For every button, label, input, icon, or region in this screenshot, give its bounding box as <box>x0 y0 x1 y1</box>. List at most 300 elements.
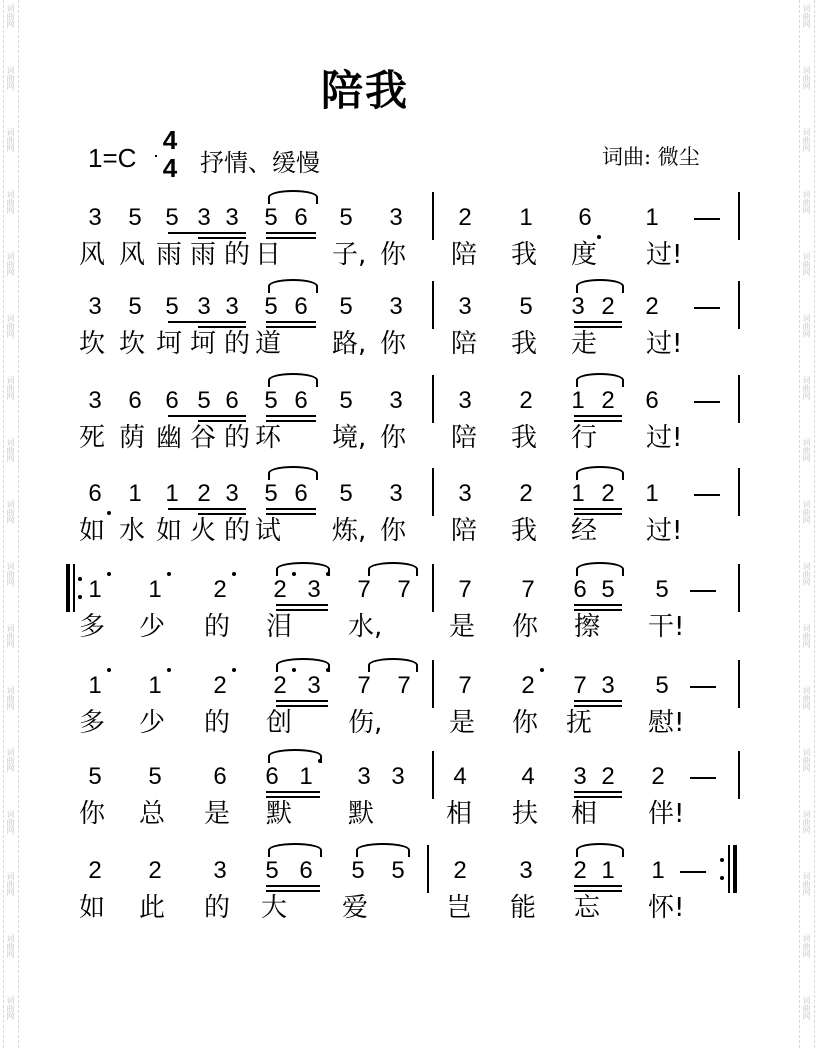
lyric: 是 <box>204 799 231 829</box>
note: 2 <box>197 480 211 507</box>
barline <box>432 468 434 516</box>
underline <box>574 508 622 510</box>
slur <box>368 562 418 576</box>
note: 6 <box>225 387 239 414</box>
note: 3 <box>458 387 472 414</box>
repeat-dot <box>78 595 82 599</box>
underline <box>198 326 246 328</box>
lyric: 火 <box>190 516 217 546</box>
lyric: 忘 <box>574 893 601 923</box>
note: 7 <box>357 672 371 699</box>
watermark-text: 词曲网 <box>6 934 15 958</box>
note: 7 <box>573 672 587 699</box>
watermark-text: 词曲网 <box>802 500 811 524</box>
lyric: 道 <box>255 329 282 359</box>
note: 5 <box>128 293 142 320</box>
note: 3 <box>225 204 239 231</box>
barline <box>738 564 740 612</box>
note: 3 <box>213 857 227 884</box>
watermark-text: 词曲网 <box>802 314 811 338</box>
underline <box>266 885 320 887</box>
octave-dot-low <box>597 235 601 239</box>
barline <box>738 468 740 516</box>
note: 2 <box>651 763 665 790</box>
watermark-text: 词曲网 <box>6 996 15 1020</box>
watermark-text: 词曲网 <box>802 996 811 1020</box>
underline <box>266 796 320 798</box>
time-signature <box>155 126 185 182</box>
note: 1 <box>651 857 665 884</box>
watermark-text: 词曲网 <box>802 128 811 152</box>
lyric: 爱 <box>342 893 369 923</box>
lyric: 坎 <box>119 329 146 359</box>
note: 6 <box>294 387 308 414</box>
note: 3 <box>391 763 405 790</box>
note: 7 <box>397 576 411 603</box>
underline <box>574 796 622 798</box>
note: 2 <box>645 293 659 320</box>
note: 6 <box>294 480 308 507</box>
watermark-text: 词曲网 <box>802 190 811 214</box>
note: 1 <box>88 672 102 699</box>
note: 5 <box>339 387 353 414</box>
watermark-text: 词曲网 <box>802 872 811 896</box>
note: 2 <box>601 480 615 507</box>
lyric: 子, <box>332 240 367 270</box>
underline <box>574 791 622 793</box>
lyric: 你 <box>380 240 407 270</box>
underline <box>266 237 316 239</box>
note: 3 <box>88 387 102 414</box>
note: 3 <box>225 293 239 320</box>
watermark-text: 词曲网 <box>802 252 811 276</box>
lyric: 经 <box>571 516 598 546</box>
lyric: 你 <box>79 799 106 829</box>
lyric: 过! <box>646 329 683 359</box>
score-line <box>0 198 818 288</box>
slur <box>576 373 624 387</box>
watermark-text: 词曲网 <box>802 376 811 400</box>
barline <box>738 192 740 240</box>
score-line <box>0 757 818 847</box>
lyric: 相 <box>571 799 598 829</box>
slur <box>268 466 318 480</box>
repeat-dot <box>720 858 724 862</box>
watermark-text: 词曲网 <box>802 810 811 834</box>
note: 6 <box>578 204 592 231</box>
note: 3 <box>357 763 371 790</box>
note: 5 <box>339 293 353 320</box>
note: 5 <box>265 857 279 884</box>
underline <box>574 885 622 887</box>
underline <box>574 415 622 417</box>
note: 3 <box>601 672 615 699</box>
score-line <box>0 474 818 564</box>
watermark-text: 词曲网 <box>802 4 811 28</box>
lyric: 我 <box>511 516 538 546</box>
barline <box>432 281 434 329</box>
lyric: 我 <box>511 240 538 270</box>
note: 5 <box>165 293 179 320</box>
repeat-end-thick <box>733 845 737 893</box>
note: 1 <box>571 387 585 414</box>
note: 5 <box>351 857 365 884</box>
lyric: 过! <box>646 240 683 270</box>
barline <box>432 192 434 240</box>
underline <box>198 237 246 239</box>
note: 3 <box>389 204 403 231</box>
note: 3 <box>307 576 321 603</box>
note: 1 <box>88 576 102 603</box>
lyric: 陪 <box>451 423 478 453</box>
sustain-dash <box>694 494 720 496</box>
slur <box>268 279 318 293</box>
note: 3 <box>458 480 472 507</box>
note: 2 <box>458 204 472 231</box>
sustain-dash <box>680 871 706 873</box>
note: 2 <box>273 576 287 603</box>
underline <box>276 700 328 702</box>
lyric: 如 <box>79 516 106 546</box>
underline <box>574 705 622 707</box>
barline <box>738 375 740 423</box>
underline <box>276 705 328 707</box>
note: 1 <box>148 672 162 699</box>
lyric: 擦 <box>574 612 601 642</box>
lyric: 大 <box>261 893 288 923</box>
barline <box>432 564 434 612</box>
note: 6 <box>128 387 142 414</box>
underline <box>574 604 622 606</box>
sustain-dash <box>694 307 720 309</box>
note: 5 <box>391 857 405 884</box>
watermark-text: 词曲网 <box>6 66 15 90</box>
score-line <box>0 851 818 941</box>
slur <box>368 658 418 672</box>
repeat-end-thin <box>728 845 730 893</box>
score-line <box>0 287 818 377</box>
underline <box>574 890 622 892</box>
note: 6 <box>88 480 102 507</box>
note: 5 <box>339 204 353 231</box>
lyric: 总 <box>139 799 166 829</box>
lyric: 你 <box>512 612 539 642</box>
note: 6 <box>213 763 227 790</box>
lyric: 的 <box>204 708 231 738</box>
note: 5 <box>264 480 278 507</box>
lyric: 路, <box>332 329 367 359</box>
octave-dot-high <box>540 668 544 672</box>
barline <box>432 751 434 799</box>
note: 6 <box>573 576 587 603</box>
slur <box>276 562 330 576</box>
note: 5 <box>519 293 533 320</box>
slur <box>576 562 624 576</box>
underline <box>574 326 622 328</box>
octave-dot-high <box>318 759 322 763</box>
note: 3 <box>88 293 102 320</box>
note: 2 <box>213 672 227 699</box>
octave-dot-high <box>167 572 171 576</box>
lyric: 环 <box>255 423 282 453</box>
note: 6 <box>294 293 308 320</box>
watermark-text: 词曲网 <box>6 872 15 896</box>
slur <box>576 466 624 480</box>
lyric: 的 <box>224 240 251 270</box>
lyric: 多 <box>79 708 106 738</box>
lyric: 抚 <box>566 708 593 738</box>
watermark-text: 词曲网 <box>6 128 15 152</box>
note: 5 <box>197 387 211 414</box>
note: 1 <box>128 480 142 507</box>
watermark-text: 词曲网 <box>802 562 811 586</box>
note: 1 <box>645 204 659 231</box>
watermark-text: 词曲网 <box>6 686 15 710</box>
note: 5 <box>128 204 142 231</box>
repeat-dot <box>720 876 724 880</box>
underline <box>266 890 320 892</box>
lyric: 陪 <box>451 329 478 359</box>
lyric: 陪 <box>451 240 478 270</box>
octave-dot-low <box>107 511 111 515</box>
slur <box>268 843 322 857</box>
lyric: 此 <box>139 893 166 923</box>
underline <box>276 609 328 611</box>
note: 2 <box>601 293 615 320</box>
time-signature-bottom: 4 <box>162 153 178 183</box>
watermark-text: 词曲网 <box>6 810 15 834</box>
octave-dot-high <box>167 668 171 672</box>
barline <box>432 660 434 708</box>
lyric: 是 <box>449 612 476 642</box>
note: 3 <box>573 763 587 790</box>
lyric: 是 <box>449 708 476 738</box>
lyric: 雨 <box>156 240 183 270</box>
watermark-text: 词曲网 <box>6 252 15 276</box>
score-line <box>0 570 818 660</box>
lyric: 我 <box>511 329 538 359</box>
note: 1 <box>148 576 162 603</box>
barline <box>738 660 740 708</box>
lyric: 过! <box>646 516 683 546</box>
note: 7 <box>458 576 472 603</box>
lyric: 日 <box>255 240 282 270</box>
octave-dot-high <box>292 572 296 576</box>
repeat-start-thin <box>73 564 75 612</box>
note: 6 <box>294 204 308 231</box>
note: 4 <box>453 763 467 790</box>
note: 2 <box>453 857 467 884</box>
lyric: 我 <box>511 423 538 453</box>
note: 3 <box>519 857 533 884</box>
lyric: 风 <box>79 240 106 270</box>
watermark-text: 词曲网 <box>802 686 811 710</box>
note: 3 <box>389 480 403 507</box>
note: 2 <box>601 763 615 790</box>
note: 1 <box>571 480 585 507</box>
note: 7 <box>521 576 535 603</box>
underline <box>574 513 622 515</box>
lyric: 如 <box>79 893 106 923</box>
watermark-text: 词曲网 <box>6 748 15 772</box>
note: 5 <box>655 576 669 603</box>
lyric: 泪 <box>266 612 293 642</box>
note: 1 <box>601 857 615 884</box>
underline <box>266 321 316 323</box>
watermark-text: 词曲网 <box>6 190 15 214</box>
lyric: 岂 <box>446 893 473 923</box>
lyric: 谷 <box>190 423 217 453</box>
note: 1 <box>645 480 659 507</box>
lyric: 风 <box>119 240 146 270</box>
note: 1 <box>165 480 179 507</box>
underline <box>266 232 316 234</box>
lyric: 默 <box>266 799 293 829</box>
note: 5 <box>339 480 353 507</box>
watermark-text: 词曲网 <box>6 438 15 462</box>
score-line <box>0 666 818 756</box>
lyric: 度 <box>571 240 598 270</box>
underline <box>266 508 316 510</box>
lyric: 水 <box>119 516 146 546</box>
underline <box>574 321 622 323</box>
note: 3 <box>571 293 585 320</box>
lyric: 你 <box>380 423 407 453</box>
watermark-text: 词曲网 <box>6 376 15 400</box>
sustain-dash <box>694 218 720 220</box>
note: 3 <box>197 204 211 231</box>
lyric: 慰! <box>648 708 685 738</box>
watermark-text: 词曲网 <box>802 438 811 462</box>
note: 6 <box>265 763 279 790</box>
note: 6 <box>299 857 313 884</box>
key-signature: 1=C <box>88 143 137 173</box>
lyric: 的 <box>224 329 251 359</box>
repeat-dot <box>78 577 82 581</box>
sustain-dash <box>690 777 716 779</box>
lyric: 坎 <box>79 329 106 359</box>
note: 2 <box>519 480 533 507</box>
tempo-marking: 抒情、缓慢 <box>200 149 320 177</box>
barline <box>427 845 429 893</box>
watermark-text: 词曲网 <box>802 66 811 90</box>
note: 3 <box>307 672 321 699</box>
lyric: 如 <box>156 516 183 546</box>
lyric: 能 <box>510 893 537 923</box>
score-line <box>0 381 818 471</box>
note: 2 <box>148 857 162 884</box>
lyric: 默 <box>348 799 375 829</box>
underline <box>168 321 246 323</box>
note: 3 <box>389 293 403 320</box>
lyric: 走 <box>571 329 598 359</box>
note: 6 <box>165 387 179 414</box>
underline <box>266 420 316 422</box>
note: 6 <box>645 387 659 414</box>
song-title: 陪我 <box>320 66 409 115</box>
note: 3 <box>458 293 472 320</box>
underline <box>168 508 246 510</box>
note: 5 <box>264 204 278 231</box>
slur <box>576 843 624 857</box>
note: 7 <box>357 576 371 603</box>
octave-dot-high <box>326 572 330 576</box>
octave-dot-high <box>232 668 236 672</box>
barline <box>432 375 434 423</box>
lyric: 的 <box>204 893 231 923</box>
time-signature-top: 4 <box>162 125 178 155</box>
lyric: 你 <box>380 329 407 359</box>
underline <box>276 604 328 606</box>
underline <box>266 415 316 417</box>
watermark-text: 词曲网 <box>802 748 811 772</box>
slur <box>268 749 322 763</box>
note: 7 <box>397 672 411 699</box>
lyric: 多 <box>79 612 106 642</box>
note: 4 <box>521 763 535 790</box>
underline <box>574 609 622 611</box>
note: 5 <box>88 763 102 790</box>
barline <box>738 751 740 799</box>
note: 3 <box>88 204 102 231</box>
watermark-text: 词曲网 <box>802 934 811 958</box>
lyric: 试 <box>255 516 282 546</box>
lyric: 你 <box>512 708 539 738</box>
slur <box>356 843 410 857</box>
watermark-text: 词曲网 <box>6 314 15 338</box>
lyric: 的 <box>204 612 231 642</box>
note: 5 <box>655 672 669 699</box>
watermark-text: 词曲网 <box>6 562 15 586</box>
sustain-dash <box>690 590 716 592</box>
lyric: 水, <box>348 612 383 642</box>
watermark-text: 词曲网 <box>6 624 15 648</box>
lyric: 过! <box>646 423 683 453</box>
lyric: 伴! <box>648 799 685 829</box>
note: 3 <box>197 293 211 320</box>
octave-dot-high <box>232 572 236 576</box>
slur <box>276 658 330 672</box>
underline <box>574 420 622 422</box>
lyric: 荫 <box>119 423 146 453</box>
lyric: 少 <box>139 708 166 738</box>
lyricist-composer-credit: 词曲: 微尘 <box>602 145 700 169</box>
octave-dot-high <box>107 668 111 672</box>
underline <box>266 791 320 793</box>
lyric: 坷 <box>156 329 183 359</box>
note: 5 <box>601 576 615 603</box>
note: 5 <box>264 387 278 414</box>
lyric: 的 <box>224 423 251 453</box>
underline <box>198 513 246 515</box>
note: 3 <box>225 480 239 507</box>
note: 3 <box>389 387 403 414</box>
note: 5 <box>165 204 179 231</box>
sustain-dash <box>690 686 716 688</box>
note: 5 <box>264 293 278 320</box>
lyric: 怀! <box>648 893 685 923</box>
watermark-text: 词曲网 <box>6 4 15 28</box>
lyric: 幽 <box>156 423 183 453</box>
slur <box>576 279 624 293</box>
slur <box>268 373 318 387</box>
octave-dot-high <box>292 668 296 672</box>
watermark-text: 词曲网 <box>802 624 811 648</box>
lyric: 雨 <box>190 240 217 270</box>
lyric: 境, <box>332 423 367 453</box>
underline <box>168 232 246 234</box>
note: 2 <box>88 857 102 884</box>
